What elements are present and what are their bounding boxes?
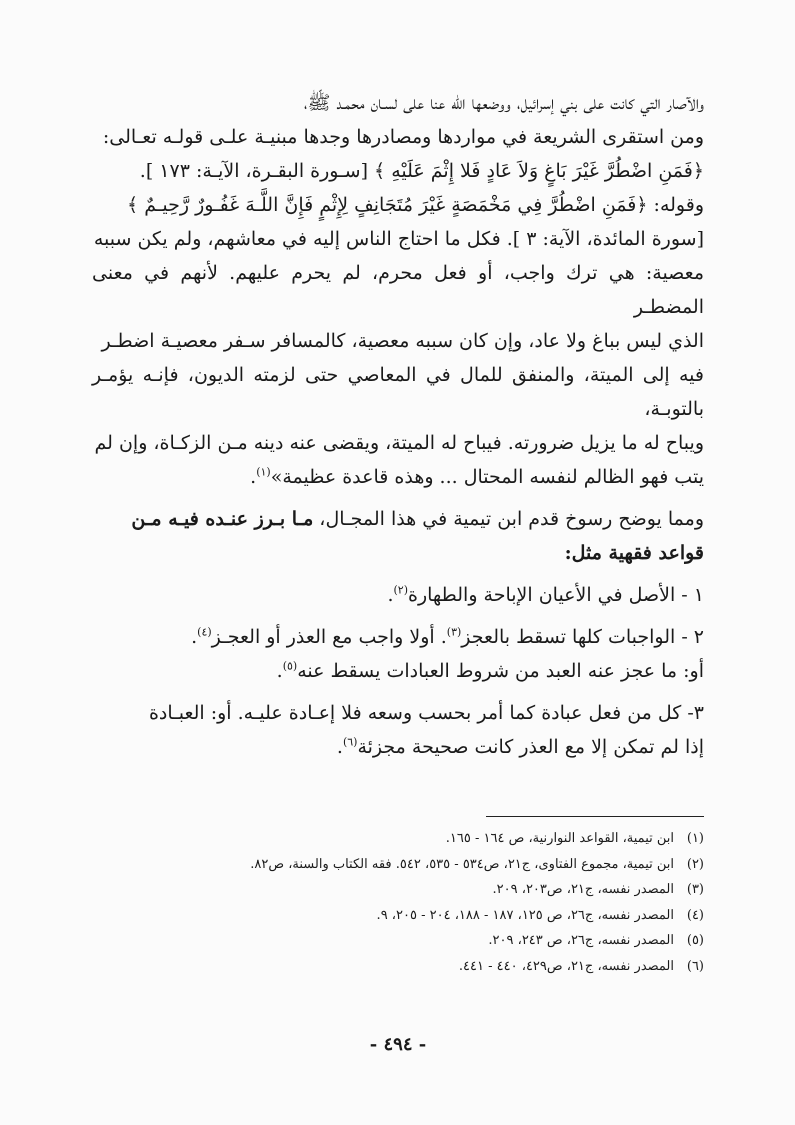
rule-3-end: . [336, 736, 343, 758]
paragraph-2-line-1 [92, 502, 704, 536]
rule-2-text-1: ٢ - الواجبات كلها تسقط بالعجز [461, 626, 704, 648]
footnote-number: (٣) [686, 882, 704, 897]
paragraph-1-line-9: ويباح له ما يزيل ضرورته. فيباح له الميتة، ويقضى عنه دينه مـن الزكـاة، وإن لم [94, 432, 704, 454]
paragraph-2-intro: ومما يوضح رسوخ قدم ابن تيمية في هذا المجـال، [313, 508, 704, 530]
body-text [92, 86, 704, 764]
paragraph-1-line-6: معصية: هي ترك واجب، أو فعل محرم، لم يحرم عليهم. لأنهم في معنى المضطـر [92, 262, 704, 318]
paragraph-1-line-10 [92, 460, 704, 494]
footnote-text: المصدر نفسه، ج٢١، ص٢٠٣، ٢٠٩. [492, 882, 674, 897]
paragraph-1-last-text: يتب فهو الظالم لنفسه المحتال ... وهذه قاعدة عظيمة» [270, 466, 704, 488]
paragraph-1-line-7: الذي ليس بباغ ولا عاد، وإن كان سببه معصية، كالمسافر سـفر معصيـة اضطـر [101, 330, 704, 352]
rule-2-text-3: أو: ما عجز عنه العبد من شروط العبادات يسقط عنه [297, 660, 704, 682]
paragraph-1-end: . [250, 466, 257, 488]
footnote-ref-5[interactable]: (٥) [282, 659, 298, 673]
footnote-number: (٢) [686, 856, 704, 872]
paragraph-2-line-2: قواعد فقهية مثل: [564, 542, 704, 564]
rule-1-end: . [387, 584, 394, 606]
footnote-text: المصدر نفسه، ج٢٦، ص ٢٤٣، ٢٠٩. [488, 933, 674, 948]
footnote-6 [92, 954, 704, 980]
footnote-number: (٤) [686, 907, 704, 923]
paragraph-1-line-2: ومن استقرى الشريعة في مواردها ومصادرها وجدها مبنيـة علـى قولـه تعـالى: [102, 126, 704, 148]
paragraph-1-line-5: [سورة المائدة، الآية: ٣ ]. فكل ما احتاج الناس إليه في معاشهم، ولم يكن سببه [93, 228, 704, 250]
rule-3-line-2 [92, 730, 704, 764]
footnote-ref-6[interactable]: (٦) [342, 735, 358, 749]
rule-2-line-2 [92, 654, 704, 688]
footnote-ref-4[interactable]: (٤) [197, 625, 212, 639]
rule-2-end-1: . [191, 626, 198, 648]
rule-3-text: إذا لم تمكن إلا مع العذر كانت صحيحة مجزئة [357, 736, 704, 758]
footnote-2 [92, 852, 704, 878]
paragraph-1-line-1: والآصار التي كانت على بني إسرائيل، ووضعها الله عنا على لسـان محمـد ﷺ، [303, 92, 704, 114]
paragraph-1-line-8: فيه إلى الميتة، والمنفق للمال في المعاصي حتى لزمته الديون، فإنـه يؤمـر بالتوبـة، [92, 364, 704, 420]
footnote-1 [92, 826, 704, 852]
rule-2-line-1 [92, 620, 704, 654]
quran-verse-baqarah: ﴿فَمَنِ اضْطُرَّ غَيْرَ بَاغٍ وَلاَ عَادٍ فَلا إِثْمَ عَلَيْهِ ﴾ [سـورة البقـرة، الآيـة: ١٧٣ ]. [139, 160, 704, 182]
footnote-number: (٥) [686, 933, 704, 948]
footnotes [92, 826, 704, 979]
rule-2-text-2: . أولا واجب مع العذر أو العجـز [211, 626, 447, 648]
footnote-ref-1[interactable]: (١) [256, 465, 271, 479]
footnote-5 [92, 928, 704, 954]
rule-2-end-2: . [276, 660, 283, 682]
footnote-ref-2[interactable]: (٢) [393, 583, 408, 597]
quran-verse-maidah: وقوله: ﴿فَمَنِ اضْطُرَّ فِي مَخْمَصَةٍ غَيْرَ مُتَجَانِفٍ لِإِثْمٍ فَإِنَّ اللَّـهَ غَفُـورٌ رَّحِيـمٌ ﴾ [127, 194, 704, 216]
footnote-3 [92, 877, 704, 903]
footnote-text: المصدر نفسه، ج٢١، ص٤٢٩، ٤٤٠ - ٤٤١. [458, 958, 674, 974]
rule-3-line-1: ٣- كل من فعل عبادة كما أمر بحسب وسعه فلا إعـادة عليـه. أو: العبـادة [148, 702, 704, 724]
footnote-number: (٦) [686, 958, 704, 974]
rule-1 [92, 578, 704, 612]
footnote-separator [486, 816, 704, 817]
footnote-4 [92, 903, 704, 929]
footnote-text: ابن تيمية، القواعد النوارنية، ص ١٦٤ - ١٦٥. [445, 831, 674, 846]
paragraph-2-bold-1: مـا بـرز عنـده فيـه مـن [131, 508, 314, 530]
footnote-text: ابن تيمية، مجموع الفتاوى، ج٢١، ص٥٣٤ - ٥٣٥، ٥٤٢. فقه الكتاب والسنة، ص٨٢. [250, 856, 674, 872]
document-page [92, 86, 704, 1086]
footnote-ref-3[interactable]: (٣) [446, 625, 462, 639]
footnote-number: (١) [686, 831, 704, 846]
rule-1-text: ١ - الأصل في الأعيان الإباحة والطهارة [408, 584, 704, 606]
footnote-text: المصدر نفسه، ج٢٦، ص ١٢٥، ١٨٧ - ١٨٨، ٢٠٤ - ٢٠٥، ٩. [376, 907, 674, 923]
page-number: - ٤٩٤ - [369, 1034, 427, 1055]
